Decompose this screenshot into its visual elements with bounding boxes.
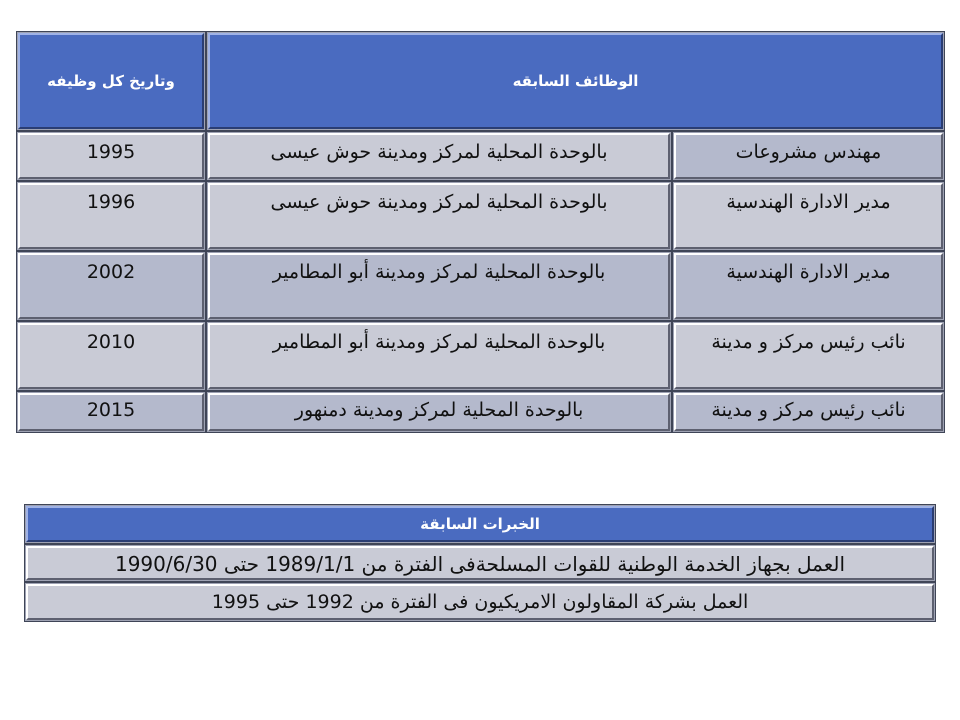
row-4-place: بالوحدة المحلية لمركز ومدينة أبو المطامير bbox=[208, 323, 670, 389]
row-2-year: 1996 bbox=[18, 183, 204, 249]
row-3-place: بالوحدة المحلية لمركز ومدينة أبو المطامير bbox=[208, 253, 670, 319]
row-1-year: 1995 bbox=[18, 133, 204, 179]
row-5-place: بالوحدة المحلية لمركز ومدينة دمنهور bbox=[208, 393, 670, 431]
row-5-year: 2015 bbox=[18, 393, 204, 431]
experience-row-1: العمل بجهاز الخدمة الوطنية للقوات المسلحةفى الفترة من 1989/1/1 حتى 1990/6/30 bbox=[26, 546, 934, 580]
row-1-place: بالوحدة المحلية لمركز ومدينة حوش عيسى bbox=[208, 133, 670, 179]
row-2-place: بالوحدة المحلية لمركز ومدينة حوش عيسى bbox=[208, 183, 670, 249]
row-3-title: مدير الادارة الهندسية bbox=[674, 253, 943, 319]
row-3-year: 2002 bbox=[18, 253, 204, 319]
row-5-title: نائب رئيس مركز و مدينة bbox=[674, 393, 943, 431]
experience-row-2: العمل بشركة المقاولون الامريكيون فى الفترة من 1992 حتى 1995 bbox=[26, 584, 934, 620]
experience-header: الخبرات السابقة bbox=[26, 506, 934, 542]
row-1-title: مهندس مشروعات bbox=[674, 133, 943, 179]
header-dates: وتاريخ كل وظيفه bbox=[18, 33, 204, 129]
header-positions: الوظائف السابقه bbox=[208, 33, 943, 129]
row-4-title: نائب رئيس مركز و مدينة bbox=[674, 323, 943, 389]
row-2-title: مدير الادارة الهندسية bbox=[674, 183, 943, 249]
row-4-year: 2010 bbox=[18, 323, 204, 389]
